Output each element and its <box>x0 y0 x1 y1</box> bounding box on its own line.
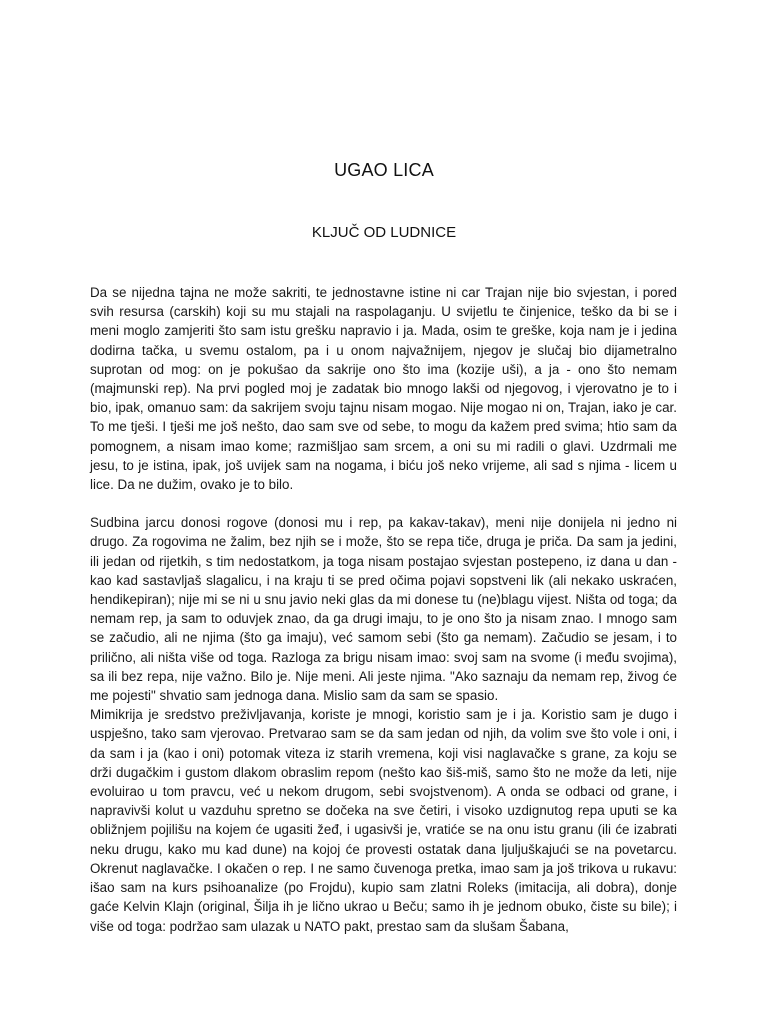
paragraph: Sudbina jarcu donosi rogove (donosi mu i rep, pa kakav-takav), meni nije donijela ni jedno ni drugo. Za rogovima ne žalim, bez njih se i može, što se repa tiče, druga je priča. Da sam ja jedini, ili jedan od rijetkih, s tim nedostatkom, ja toga nisam postajao svjestan postepeno, iz dana u dan - kao kad sastavljaš slagalicu, i na kraju ti se pred očima pojavi sopstveni lik (ali nekako uskraćen, hendikepiran); nije mi se ni u snu javio neki glas da mi donese tu (ne)blagu vijest. Ništa od toga; da nemam rep, ja sam to oduvjek znao, da ga drugi imaju, to je ono što ja nisam znao. I mnogo sam se začudio, ali ne njima (što ga imaju), već samom sebi (što ga nemam). Začudio se jesam, i to prilično, ali ništa više od toga. Razloga za brigu nisam imao: svoj sam na svome (i među svojima), sa ili bez repa, nije važno. Bilo je. Nije meni. Ali jeste njima. "Ako saznaju da nemam rep, živog će me pojesti" shvatio sam jednoga dana. Mislio sam da sam se spasio. <box>90 515 677 704</box>
paragraph: Da se nijedna tajna ne može sakriti, te jednostavne istine ni car Trajan nije bio svjestan, i pored svih resursa (carskih) koji su mu stajali na raspolaganju. U svijetlu te činjenice, teško da bi se i meni moglo zamjeriti što sam istu grešku napravio i ja. Mada, osim te greške, koja nam je i jedina dodirna tačka, u svemu ostalom, pa i u onom najvažnijem, njegov je slučaj bio dijametralno suprotan od mog: on je pokušao da sakrije ono što ima (kozije uši), a ja - ono što nemam (majmunski rep). Na prvi pogled moj je zadatak bio mnogo lakši od njegovog, i vjerovatno je to i bio, ipak, omanuo sam: da sakrijem svoju tajnu nisam mogao. Nije mogao ni on, Trajan, iako je car. To me tješi. I tješi me još nešto, dao sam sve od sebe, to mogu da kažem pred svima; htio sam da pomognem, a nisam imao kome; razmišljao sam srcem, a oni su mi radili o glavi. Uzdrmali me jesu, to je istina, ipak, još uvijek sam na nogama, i biću još neko vrijeme, ali sad s njima - licem u lice. Da ne dužim, ovako je to bilo. <box>90 285 677 493</box>
paragraph: Mimikrija je sredstvo preživljavanja, koriste je mnogi, koristio sam je i ja. Koristio sam je dugo i uspješno, tako sam vjerovao. Pretvarao sam se da sam jedan od njih, da volim sve što vole i oni, i da sam i ja (kao i oni) potomak viteza iz starih vremena, koji visi naglavačke s grane, za koju se drži dugačkim i gustom dlakom obraslim repom (nešto kao šiš-miš, samo što ne može da leti, nije evoluirao u tom pravcu, već u nekom drugom, sebi svojstvenom). A onda se odbaci od grane, i napravivši kolut u vazduhu spretno se dočeka na sve četiri, i visoko uzdignutog repa uputi se ka obližnjem pojilišu na kojem će ugasiti žeđ, i ugasivši je, vratiće se na onu istu granu (ili će izabrati neku drugu, kako mu kad dune) na kojoj će provesti ostatak dana ljuljuškajući se na povetarcu. Okrenut naglavačke. I okačen o rep. I ne samo čuvenoga pretka, imao sam ja još trikova u rukavu: išao sam na kurs psihoanalize (po Frojdu), kupio sam zlatni Roleks (imitacija, ali dobra), donje gaće Kelvin Klajn (original, Šilja ih je lično ukrao u Beču; samo ih je jednom obuko, čiste su bile); i više od toga: podržao sam ulazak u NATO pakt, prestao sam da slušam Šabana, <box>90 707 677 934</box>
document-body <box>90 283 677 936</box>
document-title: UGAO LICA <box>334 160 434 180</box>
document-subtitle: KLJUČ OD LUDNICE <box>311 224 457 241</box>
